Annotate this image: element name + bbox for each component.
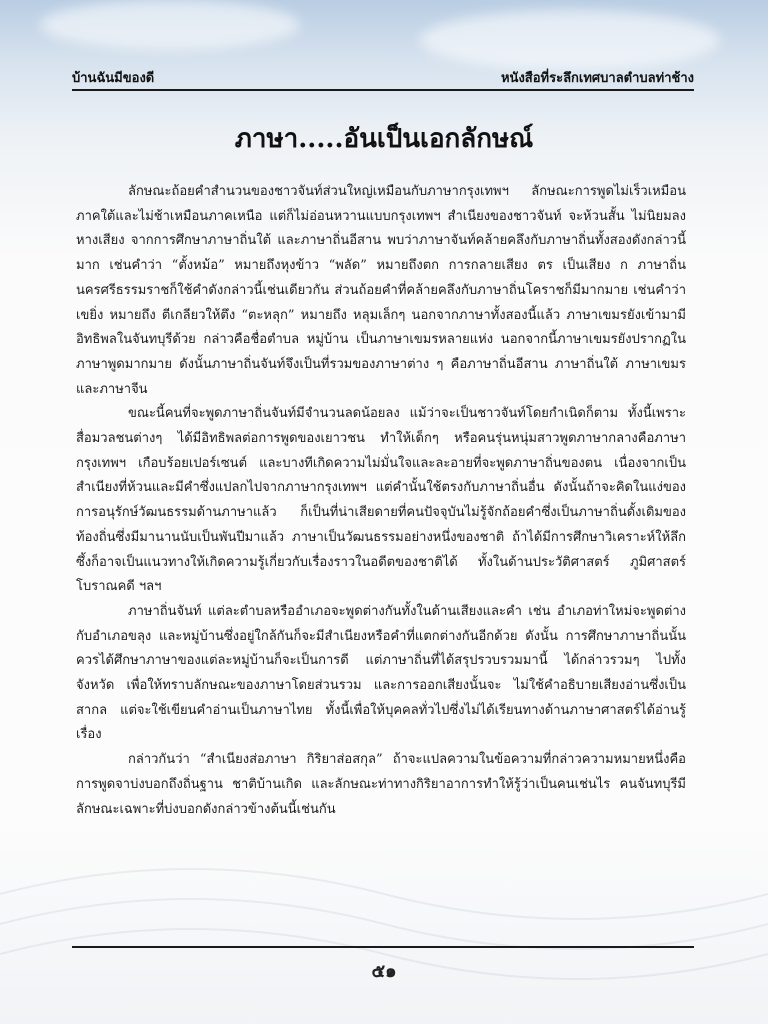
header-right-title: หนังสือที่ระลึกเทศบาลตำบลท่าช้าง (500, 71, 694, 86)
paragraph: ภาษาถิ่นจันท์ แต่ละตำบลหรืออำเภอจะพูดต่างกันทั้งในด้านเสียงและคำ เช่น อำเภอท่าใหม่จะพูดต่างกับอำเภอขลุง และหมู่บ้านซึ่งอยู่ใกล้กันก็จะมีสำเนียงหรือคำที่แตกต่างกันอีกด้วย ดังนั้น การศึกษาภาษาถิ่นนั้นควรได้ศึกษาภาษาของแต่ละหมู่บ้านก็จะเป็นการดี แต่ภาษาถิ่นที่ได้สรุปรวบรวมมานี้ ได้กล่าวรวมๆ ไปทั้งจังหวัด เพื่อให้ทราบลักษณะของภาษาโดยส่วนรวม และการออกเสียงนั้นจะ ไม่ใช้คำอธิบายเสียงอ่านซึ่งเป็นสากล แต่จะใช้เขียนคำอ่านเป็นภาษาไทย ทั้งนี้เพื่อให้บุคคลทั่วไปซึ่งไม่ได้เรียนทางด้านภาษาศาสตร์ได้อ่านรู้เรื่อง (76, 603, 686, 743)
page-title: ภาษา.....อันเป็นเอกลักษณ์ (234, 124, 534, 154)
page-number: ๕๑ (371, 961, 397, 982)
header-left-title: บ้านฉันมีของดี (72, 71, 155, 86)
header-divider (72, 89, 694, 91)
sky-cloud (40, 0, 300, 50)
running-header (72, 64, 694, 88)
paragraph: ขณะนี้คนที่จะพูดภาษาถิ่นจันท์มีจำนวนลดน้อยลง แม้ว่าจะเป็นชาวจันท์โดยกำเนิดก็ตาม ทั้งนี้เพราะสื่อมวลชนต่างๆ ได้มีอิทธิพลต่อการพูดของเยาวชน ทำให้เด็กๆ หรือคนรุ่นหนุ่มสาวพูดภาษากลางคือภาษากรุงเทพฯ เกือบร้อยเปอร์เซนต์ และบางทีเกิดความไม่มั่นใจและละอายที่จะพูดภาษาถิ่นของตน เนื่องจากเป็นสำเนียงที่ห้วนและมีคำซึ่งแปลกไปจากภาษากรุงเทพฯ แต่คำนั้นใช้ตรงกับภาษาถิ่นอื่น ดังนั้นถ้าจะคิดในแง่ของการอนุรักษ์วัฒนธรรมด้านภาษาแล้ว ก็เป็นที่น่าเสียดายที่คนปัจจุบันไม่รู้จักถ้อยคำซึ่งเป็นภาษาถิ่นดั้งเดิมของท้องถิ่นซึ่งมีมานานนับเป็นพันปีมาแล้ว ภาษาเป็นวัฒนธรรมอย่างหนึ่งของชาติ ถ้าได้มีการศึกษาวิเคราะห์ให้ลึกซึ้งก็อาจเป็นแนวทางให้เกิดความรู้เกี่ยวกับเรื่องราวในอดีตของชาติได้ ทั้งในด้านประวัติศาสตร์ ภูมิศาสตร์ โบราณคดี ฯลฯ (76, 406, 686, 595)
article-body (76, 180, 686, 822)
paragraph: ลักษณะถ้อยคำสำนวนของชาวจันท์ส่วนใหญ่เหมือนกับภาษากรุงเทพฯ ลักษณะการพูดไม่เร็วเหมือนภาคใต้และไม่ช้าเหมือนภาคเหนือ แต่ก็ไม่อ่อนหวานแบบกรุงเทพฯ สำเนียงของชาวจันท์ จะห้วนสั้น ไม่นิยมลงหางเสียง จากการศึกษาภาษาถิ่นใต้ และภาษาถิ่นอีสาน พบว่าภาษาจันท์คล้ายคลึงกับภาษาถิ่นทั้งสองดังกล่าวนี้มาก เช่นคำว่า “ตั้งหม้อ” หมายถึงหุงข้าว “พลัด” หมายถึงตก การกลายเสียง ตร เป็นเสียง ก ภาษาถิ่นนครศรีธรรมราชก็ใช้คำดังกล่าวนี้เช่นเดียวกัน ส่วนถ้อยคำที่คล้ายคลึงกับภาษาถิ่นโคราชก็มีมากมาย เช่นคำว่า เขยิ่ง หมายถึง ตีเกลียวให้ตึง “ตะหลุก” หมายถึง หลุมเล็กๆ นอกจากภาษาทั้งสองนี้แล้ว ภาษาเขมรยังเข้ามามีอิทธิพลในจันทบุรีด้วย กล่าวคือชื่อตำบล หมู่บ้าน เป็นภาษาเขมรหลายแห่ง นอกจากนี้ภาษาเขมรยังปรากฏในภาษาพูดมากมาย ดังนั้นภาษาถิ่นจันท์จึงเป็นที่รวมของภาษาต่าง ๆ คือภาษาถิ่นอีสาน ภาษาถิ่นใต้ ภาษาเขมร และภาษาจีน (76, 184, 687, 397)
paragraph: กล่าวกันว่า “สำเนียงส่อภาษา กิริยาส่อสกุล” ถ้าจะแปลความในข้อความที่กล่าวความหมายหนึ่งคือ การพูดจาบ่งบอกถึงถิ่นฐาน ชาติบ้านเกิด และลักษณะท่าทางกิริยาอาการทำให้รู้ว่าเป็นคนเช่นไร คนจันทบุรีมีลักษณะเฉพาะที่บ่งบอกดังกล่าวข้างต้นนี้เช่นกัน (76, 752, 686, 817)
footer-divider (72, 946, 694, 948)
sky-cloud (420, 10, 720, 70)
